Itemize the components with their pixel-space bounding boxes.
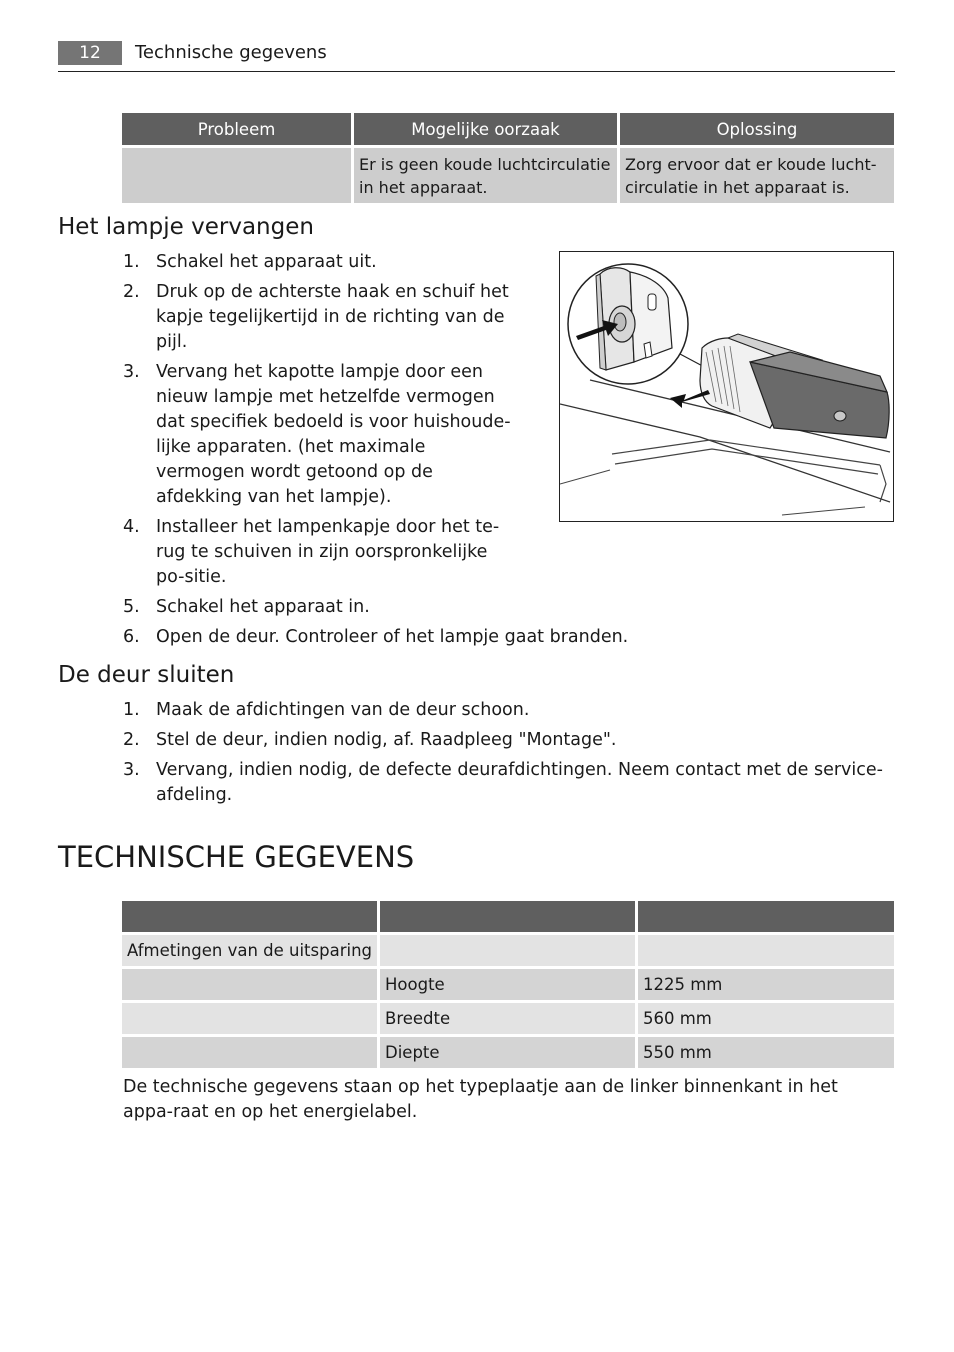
row-label [122,969,377,1000]
step-text: Stel de deur, indien nodig, af. Raadpleeg "Montage". [156,730,617,750]
step-number: 1. [123,700,140,720]
cell-problem [122,148,351,203]
table-row [122,1003,894,1034]
chapter-title: TECHNISCHE GEGEVENS [58,840,415,874]
troubleshooting-table [119,110,897,206]
column-header-problem: Probleem [122,113,351,145]
step-text: Schakel het apparaat uit. [156,252,377,272]
list-item [123,595,883,620]
table-header-row [122,113,894,145]
step-number: 5. [123,597,140,617]
list-item [123,625,883,650]
column-header [638,901,894,932]
row-label [122,1003,377,1034]
door-steps-list [123,698,883,813]
column-header [380,901,635,932]
lamp-steps-list [123,250,518,595]
page-header [58,40,895,72]
cell-solution: Zorg ervoor dat er koude lucht-circulatie in het apparaat is. [620,148,894,203]
table-row [122,969,894,1000]
lamp-cover-drawing [560,252,893,521]
row-label: Afmetingen van de uitsparing [122,935,377,966]
list-item [123,515,518,590]
step-text: Maak de afdichtingen van de deur schoon. [156,700,530,720]
lamp-steps-list-continued [123,595,883,655]
technical-data-table [119,898,897,1071]
step-text: Schakel het apparaat in. [156,597,370,617]
step-number: 2. [123,282,140,302]
row-value: 550 mm [638,1037,894,1068]
table-header-row [122,901,894,932]
column-header [122,901,377,932]
table-row [122,148,894,203]
step-number: 1. [123,252,140,272]
row-dimension: Diepte [380,1037,635,1068]
step-number: 6. [123,627,140,647]
step-text: Vervang, indien nodig, de defecte deurafdichtingen. Neem contact met de service-afdeling. [156,760,883,805]
row-value: 1225 mm [638,969,894,1000]
row-label [122,1037,377,1068]
row-dimension: Hoogte [380,969,635,1000]
column-header-solution: Oplossing [620,113,894,145]
row-value: 560 mm [638,1003,894,1034]
list-item [123,698,883,723]
column-header-cause: Mogelijke oorzaak [354,113,617,145]
step-text: Open de deur. Controleer of het lampje gaat branden. [156,627,629,647]
technical-data-note: De technische gegevens staan op het typeplaatje aan de linker binnenkant in het appa-raat en op het energielabel. [123,1077,838,1122]
step-text: Vervang het kapotte lampje door een nieuw lampje met hetzelfde vermogen dat specifiek bedoeld is voor huishoude-lijke apparaten. (het maximale vermogen wordt getoond op de afdekking van het lampje). [156,362,511,507]
running-title: Technische gegevens [135,42,327,63]
step-text: Druk op de achterste haak en schuif het kapje tegelijkertijd in de richting van de pijl. [156,282,509,352]
cell-cause: Er is geen koude luchtcirculatie in het apparaat. [354,148,617,203]
section-title-lamp: Het lampje vervangen [58,214,314,240]
row-dimension [380,935,635,966]
list-item [123,728,883,753]
list-item [123,280,518,355]
row-value [638,935,894,966]
step-number: 2. [123,730,140,750]
list-item [123,250,518,275]
list-item [123,360,518,510]
list-item [123,758,883,808]
table-row [122,935,894,966]
page-number: 12 [58,41,122,65]
step-number: 3. [123,362,140,382]
step-number: 3. [123,760,140,780]
row-dimension: Breedte [380,1003,635,1034]
lamp-cover-illustration [559,251,894,522]
step-number: 4. [123,517,140,537]
step-text: Installeer het lampenkapje door het te-rug te schuiven in zijn oorspronkelijke po-sitie. [156,517,500,587]
section-title-door: De deur sluiten [58,662,235,688]
table-row [122,1037,894,1068]
